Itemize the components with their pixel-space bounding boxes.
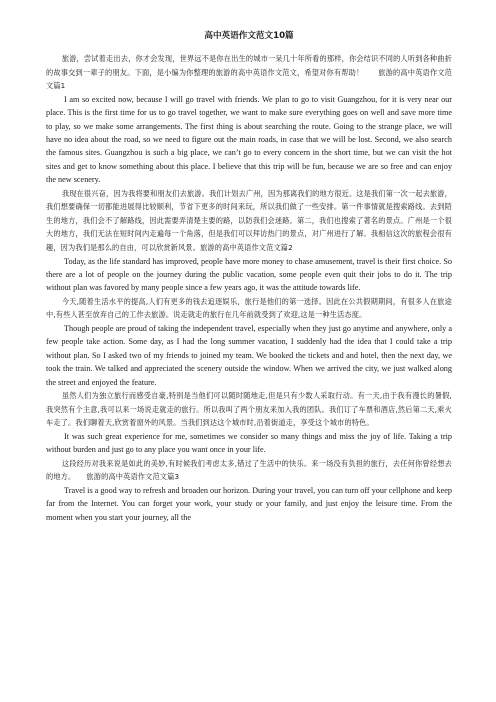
paragraph-zh: 这段经历对我来说是如此的美妙,有时候我们考虑太多,错过了生活中的快乐。来一场没有负担的旅行，去任何你曾经想去的地方。 旅游的高中英语作文范文篇3 bbox=[46, 458, 452, 482]
paragraph-en: It was such great experience for me, sometimes we consider so many things and miss the joy of life. Taking a trip without burden and just go to any place you want once in your life. bbox=[46, 431, 452, 455]
document-title: 高中英语作文范文10篇 bbox=[204, 31, 294, 41]
paragraph-zh: 旅游，尝试着走出去，你才会发现，世界远不是你在出生的城市一呆几十年所看的那样，你会结识不同的人听到各种曲折的故事交到一辈子的朋友。下面，是小编为你整理的旅游的高中英语作文范文，希望对你有帮助！ 旅游的高中英语作文范文篇1 bbox=[46, 54, 452, 91]
document-body bbox=[46, 52, 452, 524]
paragraph-en: I am so excited now, because I will go travel with friends. We plan to go to visit Guangzhou, for it is very near our place. This is the first time for us to go travel together, we want to make sure everything goes on well and save more time to play, so we make some arrangements. The first thing is about searching the route. Going to the strange place, we will have no idea about the road, so we need to figure out the main roads, in case that we will be lost. Second, we also search the famous sites. Guangzhou is such a big place, we can’t go to every concern in the short time, but we can visit the hot sites and get to know something about this place. I believe that this trip will be fun, because we are so free and can enjoy the new scenery. bbox=[46, 94, 452, 185]
paragraph-zh: 今天,随着生活水平的提高,人们有更多的钱去追逐娱乐，旅行是他们的第一选择。因此在公共假期期间，有很多人在旅途中,有些人甚至放弃自己的工作去旅游。说走就走的旅行在几年前就受到了欢迎,这是一种生活态度。 bbox=[46, 296, 452, 320]
paragraph-en: Though people are proud of taking the independent travel, especially when they just go anytime and anywhere, only a few people take action. Some day, as I had the long summer vacation, I suddenly had the idea that I could take a trip without plan. So I asked two of my friends to joined my team. We booked the tickets and and hotel, then the next day, we took the train. We talked and appreciated the scenery outside the window. When we arrived the city, we just walked along the street and enjoyed the feature. bbox=[46, 324, 452, 387]
paragraph-en: Travel is a good way to refresh and broaden our horizon. During your travel, you can turn off your cellphone and keep far from the Internet. You can forget your work, your study or your family, and just enjoy the leisure time. From the moment when you start your journey, all the bbox=[46, 485, 452, 522]
paragraph-en: Today, as the life standard has improved, people have more money to chase amusement, travel is their first choice. So there are a lot of people on the journey during the public vacation, some people even quit their jobs to do it. The trip without plan was favored by many people since a few years ago, it was the attitude towards life. bbox=[46, 256, 452, 293]
paragraph-zh: 虽然人们为独立旅行而感受自豪,特别是当他们可以随时随地走,但是只有少数人采取行动。有一天,由于我有漫长的暑假,我突然有个主意,我可以来一场说走就走的旅行。所以我叫了两个朋友来加入我的团队。我们订了车票和酒店,然后第二天,乘火车走了。我们聊着天,欣赏着窗外的风景。当我们到达这个城市时,沿着街道走，享受这个城市的特色。 bbox=[46, 391, 452, 428]
paragraph-zh: 我现在很兴奋，因为我将要和朋友们去旅游。我们计划去广州，因为那离我们的地方很近。这是我们第一次一起去旅游，我们想要确保一切都能进展得比较顺利，节省下更多的时间来玩，所以我们做了一些安排。第一件事情就是搜索路线。去到陌生的地方，我们会不了解路线，因此需要弄清楚主要的路，以防我们会迷路。第二，我们也搜索了著名的景点。广州是一个很大的地方，我们无法在短时间内走遍每一个角落，但是我们可以拜访热门的景点，对广州进行了解。我相信这次的旅程会很有趣，因为我们是那么的自由，可以欣赏新风景。旅游的高中英语作文范文篇2 bbox=[46, 188, 452, 252]
